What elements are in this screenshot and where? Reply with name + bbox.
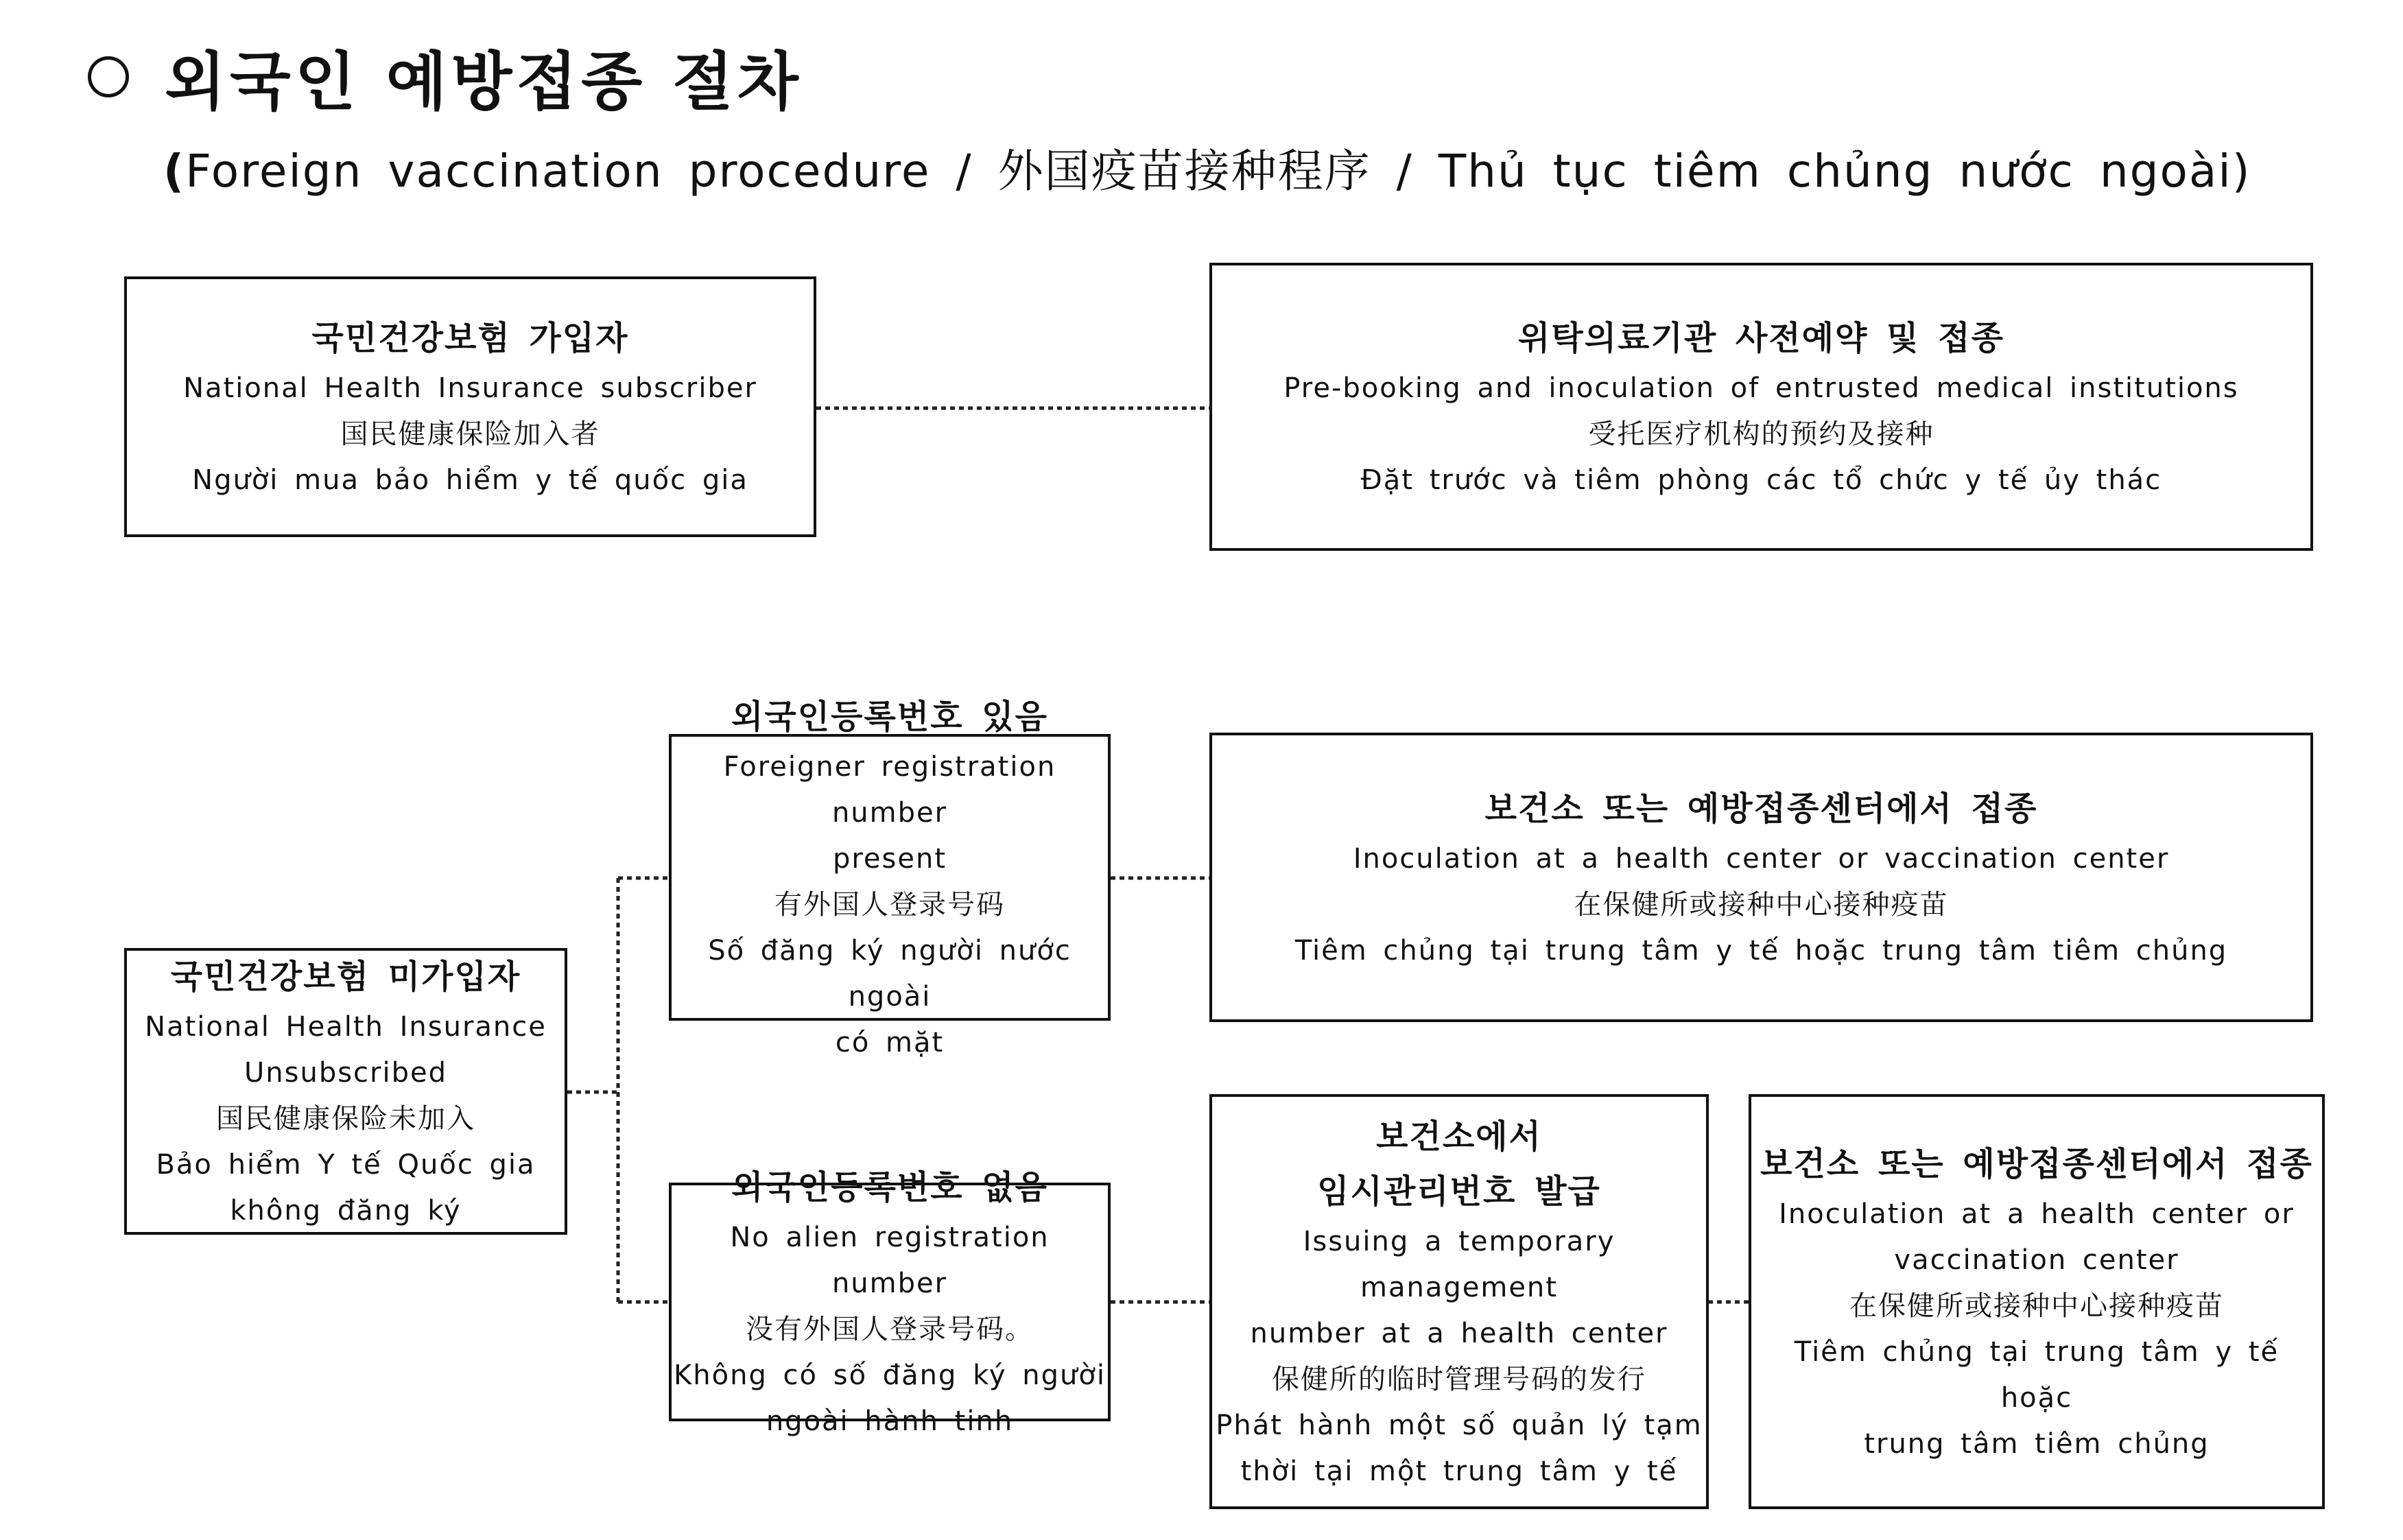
box-line: 国民健康保险加入者 [340,418,600,450]
box-inoculation-center-1 [1209,733,2313,1022]
box-line: number at a health center [1250,1317,1668,1349]
box-line: 在保健所或接种中心接种疫苗 [1849,1290,2224,1322]
box-line: 有外国人登录号码 [774,888,1005,921]
box-line: Inoculation at a health center or [1779,1198,2295,1230]
box-title: 위탁의료기관 사전예약 및 접종 [1518,318,2004,357]
box-temporary-number [1209,1094,1709,1509]
box-line: 在保健所或接种中心接种疫苗 [1574,888,1949,921]
box-line: Số đăng ký người nước ngoài [708,934,1072,1012]
box-line: Đặt trước và tiêm phòng các tổ chức y tế ủy thác [1360,464,2162,496]
box-title: 외국인등록번호 있음 [731,697,1049,736]
box-nhi-subscriber [124,276,816,537]
box-line: 没有外国人登录号码。 [746,1313,1034,1345]
box-line: Unsubscribed [244,1056,447,1089]
box-registration-absent [669,1168,1111,1437]
box-line: Issuing a temporary management [1303,1225,1615,1303]
box-title: 국민건강보험 가입자 [311,318,629,357]
box-line: Tiêm chủng tại trung tâm y tế hoặc trung tâm tiêm chủng [1294,934,2228,967]
subtitle-open-paren: ( [163,145,186,198]
box-title: 보건소에서 [1376,1117,1542,1156]
box-line: 受托医疗机构的预约及接种 [1588,418,1934,450]
box-line: vaccination center [1894,1244,2179,1276]
box-line: ngoài hành tinh [766,1405,1014,1437]
page-title: 외국인 예방접종 절차 [165,45,803,119]
box-line: National Health Insurance [145,1010,547,1043]
box-title: 보건소 또는 예방접종센터에서 접종 [1760,1144,2313,1183]
box-title: 보건소 또는 예방접종센터에서 접종 [1484,789,2038,828]
box-title: 외국인등록번호 없음 [731,1168,1049,1207]
box-title: 국민건강보험 미가입자 [170,957,521,996]
box-line: 国民健康保险未加入 [216,1102,475,1135]
box-line: không đăng ký [230,1194,462,1227]
box-line: Người mua bảo hiểm y tế quốc gia [192,464,748,496]
box-line: National Health Insurance subscriber [183,372,757,404]
subtitle-text: Foreign vaccination procedure / 外国疫苗接种程序 / Thủ tục tiêm chủng nước ngoài) [185,145,2251,198]
box-line: Không có số đăng ký người [674,1359,1106,1391]
box-title: 임시관리번호 발급 [1317,1172,1601,1211]
box-line: Pre-booking and inoculation of entrusted medical institutions [1283,372,2239,404]
box-line: Inoculation at a health center or vaccination center [1353,842,2170,875]
box-line: 保健所的临时管理号码的发行 [1272,1363,1646,1395]
box-line: Bảo hiểm Y tế Quốc gia [156,1148,536,1181]
box-line: Tiêm chủng tại trung tâm y tế hoặc [1794,1336,2280,1414]
box-line: có mặt [835,1026,945,1058]
box-line: trung tâm tiêm chủng [1864,1428,2210,1460]
box-line: Foreigner registration number [723,750,1056,829]
box-line: Phát hành một số quản lý tạm [1216,1409,1703,1441]
box-line: thời tại một trung tâm y tế [1240,1455,1678,1487]
box-inoculation-center-2 [1749,1094,2325,1509]
box-line: No alien registration number [730,1221,1050,1299]
box-line: present [832,842,947,875]
box-registration-present [669,697,1111,1058]
box-prebooking [1209,263,2313,551]
box-nhi-unsubscribed [124,948,567,1235]
